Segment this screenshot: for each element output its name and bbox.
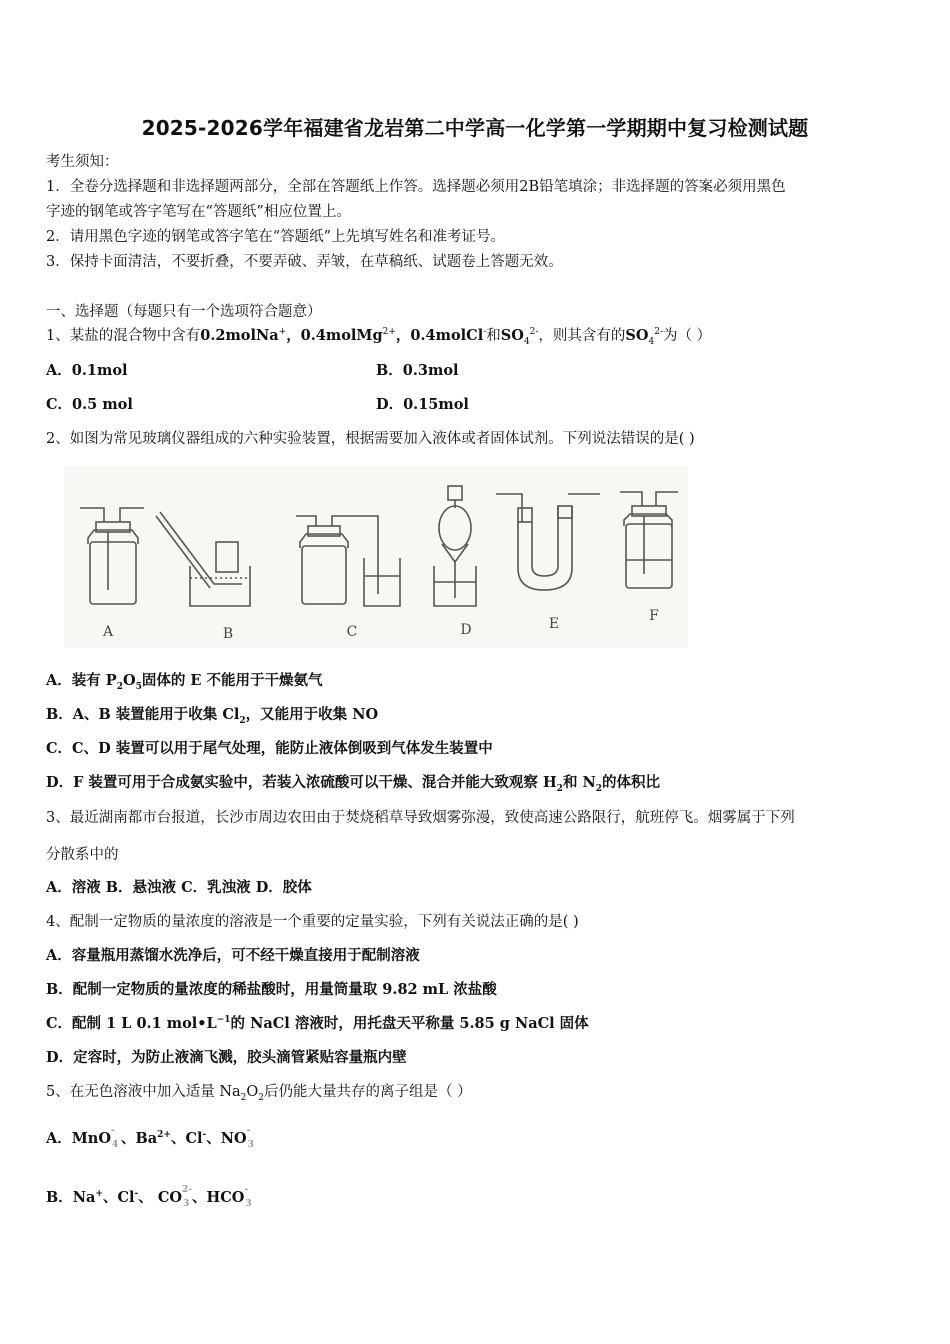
notice-heading: 考生须知： (46, 154, 119, 170)
notice-item-1a: 1．全卷分选择题和非选择题两部分，全部在答题纸上作答。选择题必须用2B铅笔填涂；非选择题的答案必须用黑色 (46, 179, 786, 195)
question-4-stem: 4、配制一定物质的量浓度的溶液是一个重要的定量实验，下列有关说法正确的是( ) (46, 914, 579, 930)
q4-option-d: D．定容时，为防止液滴飞溅，胶头滴管紧贴容量瓶内壁 (46, 1049, 407, 1066)
q5-option-a: A．MnO - 4 、$Ba^{2+}$、Cl-、NO - 3 (46, 1126, 254, 1150)
notice-item-2: 2．请用黑色字迹的钢笔或答字笔在“答题纸”上先填写姓名和准考证号。 (46, 229, 506, 245)
notice-item-1b: 字迹的钢笔或答字笔写在“答题纸”相应位置上。 (46, 204, 351, 220)
figure-label-a: A (102, 624, 114, 640)
notice-item-3: 3．保持卡面清洁，不要折叠，不要弄破、弄皱，在草稿纸、试题卷上答题无效。 (46, 254, 563, 270)
figure-label-f: F (649, 608, 659, 624)
q3-options: A．溶液 B．悬浊液 C．乳浊液 D．胶体 (46, 879, 312, 896)
question-3-stem-a: 3、最近湖南都市台报道，长沙市周边农田由于焚烧稻草导致烟雾弥漫，致使高速公路限行，航班停飞。烟雾属于下列 (46, 810, 795, 826)
q4-option-a: A．容量瓶用蒸馏水洗净后，可不经干燥直接用于配制溶液 (46, 947, 420, 964)
question-5-stem: 5、在无色溶液中加入适量 $Na_2O_2$后仍能大量共存的离子组是（ ） (46, 1084, 472, 1103)
q4-option-b: B．配制一定物质的量浓度的稀盐酸时，用量筒量取 9.82 mL 浓盐酸 (46, 981, 497, 998)
q4-option-c: C．配制 1 L 0.1 $mol•L^{-1}$的 NaCl 溶液时，用托盘天平称量 5.85 g NaCl 固体 (46, 1015, 589, 1032)
q2-option-d: D．F 装置可用于合成氨实验中，若装入浓硫酸可以干燥、混合并能大致观察 $H_2$和 $N_2$的体积比 (46, 774, 661, 794)
q1-option-a: A．0.1mol (46, 362, 128, 379)
figure-label-b: B (222, 626, 234, 642)
question-1-stem: 1、某盐的混合物中含有0.2molNa+，0.4molMg$^{2+}$，0.4molCl-和$SO_4^{2-}$，则其含有的$SO_4^{2-}$为（ ） (46, 327, 712, 347)
q2-option-a: A．装有 $P_2O_5$固体的 E 不能用于干燥氨气 (46, 672, 323, 692)
section-heading: 一、选择题（每题只有一个选项符合题意） (46, 304, 322, 320)
q5-option-b: B．Na+、Cl-、 CO 2- 3 、HCO - 3 (46, 1185, 252, 1209)
figure-label-e: E (548, 616, 560, 632)
q1-option-d: D．0.15mol (376, 396, 469, 413)
q2-option-b: B．A、B 装置能用于收集 $Cl_2$，又能用于收集 NO (46, 706, 379, 726)
question-3-stem-b: 分散系中的 (46, 847, 119, 863)
figure-label-c: C (346, 624, 358, 640)
figure-label-d: D (460, 622, 472, 638)
q1-option-b: B．0.3mol (376, 362, 459, 379)
q1-option-c: C．0.5 mol (46, 396, 133, 413)
q2-option-c: C．C、D 装置可以用于尾气处理，能防止液体倒吸到气体发生装置中 (46, 740, 493, 757)
apparatus-figure (64, 466, 688, 648)
exam-title: 2025-2026学年福建省龙岩第二中学高一化学第一学期期中复习检测试题 (141, 116, 809, 140)
question-2-stem: 2、如图为常见玻璃仪器组成的六种实验装置，根据需要加入液体或者固体试剂。下列说法错误的是( ) (46, 431, 695, 447)
